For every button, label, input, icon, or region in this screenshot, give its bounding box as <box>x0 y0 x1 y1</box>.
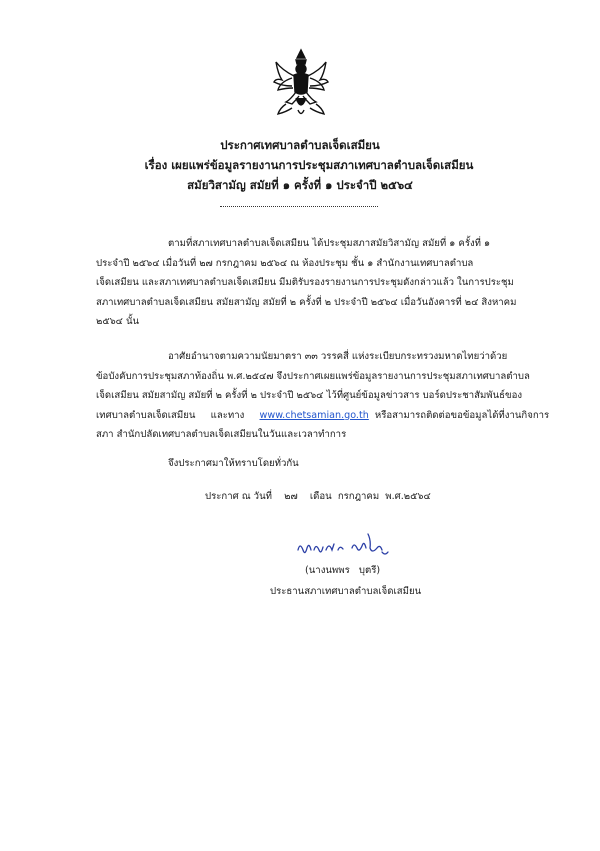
signer-name: (นางนพพร บุตรี) <box>305 565 381 576</box>
paragraph-2-text: หรือสามารถติดต่อขอข้อมูลได้ที่งานกิจการ <box>368 409 550 421</box>
dotted-divider <box>220 206 378 207</box>
announcement-title <box>0 135 600 195</box>
paragraph-2-line: เจ็ดเสมียน สมัยสามัญ สมัยที่ ๒ ครั้งที่ ๒ ประจำปี ๒๕๖๔ ไว้ที่ศูนย์ข้อมูลข่าวสาร บอร์ดประชาสัมพันธ์ของ <box>96 390 523 402</box>
paragraph-2-line: ข้อบังคับการประชุมสภาท้องถิ่น พ.ศ.๒๕๔๗ จึงประกาศเผยแพร่ข้อมูลรายงานการประชุมสภาเทศบาลตำบล <box>96 370 530 382</box>
paragraph-1-line: ๒๕๖๔ นั้น <box>96 316 140 328</box>
title-line-2: เรื่อง เผยแพร่ข้อมูลรายงานการประชุมสภาเทศบาลตำบลเจ็ดเสมียน <box>144 158 474 172</box>
paragraph-2-line <box>96 406 550 426</box>
paragraph-1-line: สภาเทศบาลตำบลเจ็ดเสมียน สมัยสามัญ สมัยที่ ๒ ครั้งที่ ๒ ประจำปี ๒๕๖๔ เมื่อวันอังคารที่ ๒๔ สิงหาคม <box>96 296 517 308</box>
paragraph-2-line: สภา สำนักปลัดเทศบาลตำบลเจ็ดเสมียนในวันและเวลาทำการ <box>96 429 347 441</box>
paragraph-1-line: ตามที่สภาเทศบาลตำบลเจ็ดเสมียน ได้ประชุมสภาสมัยวิสามัญ สมัยที่ ๑ ครั้งที่ ๑ <box>168 238 491 249</box>
handwritten-signature <box>292 528 392 562</box>
title-line-3: สมัยวิสามัญ สมัยที่ ๑ ครั้งที่ ๑ ประจำปี ๒๕๖๔ <box>187 178 413 192</box>
paragraph-1 <box>96 234 530 332</box>
paragraph-1-line: ประจำปี ๒๕๖๔ เมื่อวันที่ ๒๗ กรกฎาคม ๒๕๖๔ ณ ห้องประชุม ชั้น ๑ สำนักงานเทศบาลตำบล <box>96 257 474 269</box>
paragraph-2-text: เทศบาลตำบลเจ็ดเสมียน และทาง <box>96 409 260 421</box>
paragraph-2-line: อาศัยอำนาจตามความนัยมาตรา ๓๓ วรรคสี่ แห่งระเบียบกระทรวงมหาดไทยว่าด้วย <box>168 351 508 362</box>
garuda-emblem-icon <box>272 48 330 118</box>
signer-title: ประธานสภาเทศบาลตำบลเจ็ดเสมียน <box>270 586 422 597</box>
announcement-date: ประกาศ ณ วันที่ ๒๗ เดือน กรกฎาคม พ.ศ.๒๕๖๔ <box>205 491 431 502</box>
title-line-1: ประกาศเทศบาลตำบลเจ็ดเสมียน <box>220 138 380 152</box>
paragraph-1-line: เจ็ดเสมียน และสภาเทศบาลตำบลเจ็ดเสมียน มีมติรับรองรายงานการประชุมดังกล่าวแล้ว ในการประชุม <box>96 277 514 289</box>
paragraph-2 <box>96 347 550 445</box>
website-link[interactable]: www.chetsamian.go.th <box>259 409 369 421</box>
closing-text: จึงประกาศมาให้ทราบโดยทั่วกัน <box>168 458 299 469</box>
